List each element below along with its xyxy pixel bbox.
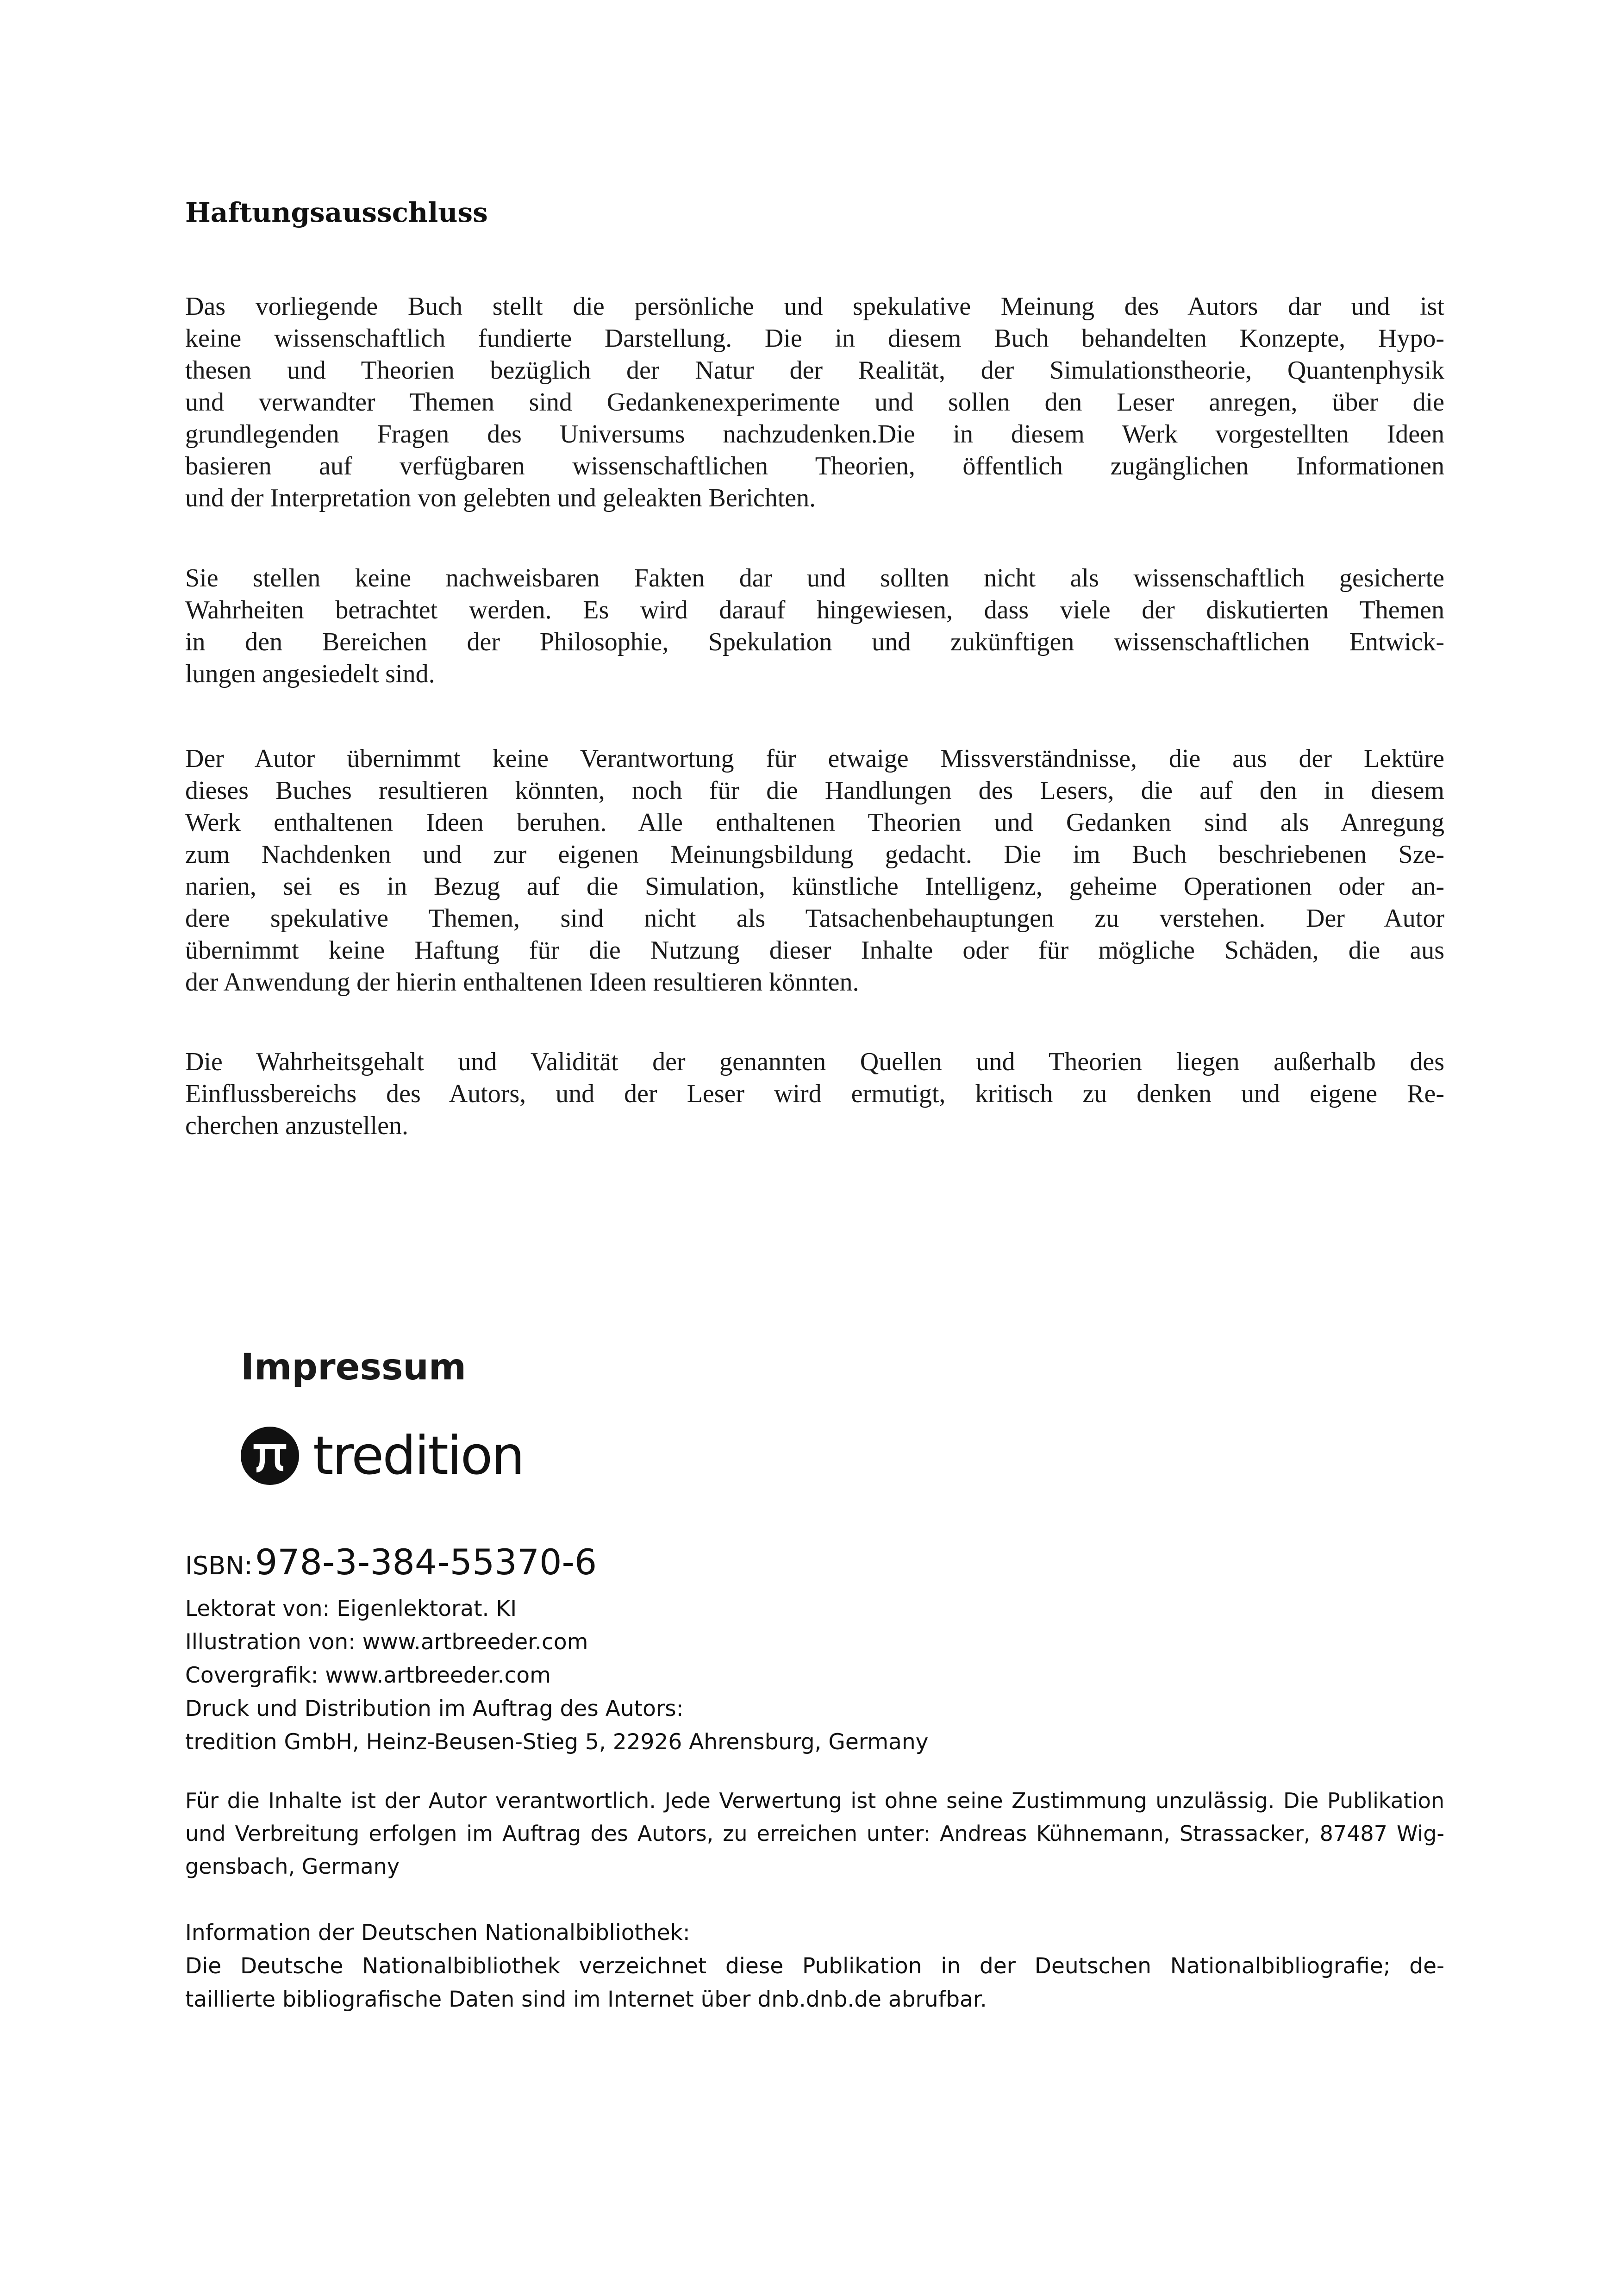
tredition-logo-icon [241,1427,299,1485]
text-line: Werk enthaltenen Ideen beruhen. Alle enthaltenen Theorien und Gedanken sind als Anregung [185,808,1444,837]
credit-line: Druck und Distribution im Auftrag des Autors: [185,1696,684,1721]
isbn [185,1541,597,1583]
publisher-logo [241,1423,524,1488]
publisher-logo-text: tredition [313,1425,524,1486]
isbn-label: ISBN: [185,1551,253,1580]
impressum-title: Impressum [241,1347,467,1388]
text-line: lungen angesiedelt sind. [185,660,435,688]
disclaimer-paragraph-1 [185,291,1444,514]
text-line: Der Autor übernimmt keine Verantwortung für etwaige Missverständnisse, die aus der Lektüre [185,744,1444,773]
text-line: zum Nachdenken und zur eigenen Meinungsbildung gedacht. Die im Buch beschriebenen Sze- [185,840,1444,869]
text-line: Für die Inhalte ist der Autor verantwortlich. Jede Verwertung ist ohne seine Zustimmung unzulässig. Die Publikation [185,1788,1444,1813]
disclaimer-paragraph-3 [185,743,1444,998]
dnb-notice [185,1916,1444,2016]
text-line: grundlegenden Fragen des Universums nachzudenken.Die in diesem Werk vorgestellten Ideen [185,420,1444,449]
text-line: gensbach, Germany [185,1854,400,1879]
disclaimer-paragraph-2 [185,562,1444,690]
legal-notice [185,1784,1444,1883]
credit-line: Covergrafik: www.artbreeder.com [185,1663,551,1688]
text-line: narien, sei es in Bezug auf die Simulation, künstliche Intelligenz, geheime Operationen oder an- [185,872,1444,901]
text-line: Wahrheiten betrachtet werden. Es wird darauf hingewiesen, dass viele der diskutierten Themen [185,596,1444,624]
text-line: dere spekulative Themen, sind nicht als Tatsachenbehauptungen zu verstehen. Der Autor [185,904,1444,933]
text-line: basieren auf verfügbaren wissenschaftlichen Theorien, öffentlich zugänglichen Informationen [185,452,1444,480]
text-line: keine wissenschaftlich fundierte Darstellung. Die in diesem Buch behandelten Konzepte, Hypo- [185,324,1444,353]
text-line: taillierte bibliografische Daten sind im Internet über dnb.dnb.de abrufbar. [185,1987,987,2012]
text-line: und verwandter Themen sind Gedankenexperimente und sollen den Leser anregen, über die [185,388,1444,417]
text-line: Sie stellen keine nachweisbaren Fakten dar und sollten nicht als wissenschaftlich gesicherte [185,564,1444,592]
text-line: Die Wahrheitsgehalt und Validität der genannten Quellen und Theorien liegen außerhalb des [185,1048,1444,1076]
disclaimer-heading: Haftungsausschluss [185,197,488,228]
isbn-value: 978-3-384-55370-6 [255,1541,597,1583]
credits-block [185,1592,928,1759]
disclaimer-paragraph-4 [185,1046,1444,1142]
text-line: Die Deutsche Nationalbibliothek verzeichnet diese Publikation in der Deutschen Nationalbibliografie; de- [185,1953,1444,1979]
text-line: cherchen anzustellen. [185,1111,408,1140]
text-line: übernimmt keine Haftung für die Nutzung dieser Inhalte oder für mögliche Schäden, die aus [185,936,1444,965]
credit-line: Lektorat von: Eigenlektorat. KI [185,1596,517,1621]
text-line: Einflussbereichs des Autors, und der Leser wird ermutigt, kritisch zu denken und eigene Re- [185,1079,1444,1108]
text-line: Das vorliegende Buch stellt die persönliche und spekulative Meinung des Autors dar und ist [185,292,1444,321]
text-line: der Anwendung der hierin enthaltenen Ideen resultieren könnten. [185,968,859,997]
text-line: Information der Deutschen Nationalbibliothek: [185,1920,690,1946]
credit-line: Illustration von: www.artbreeder.com [185,1629,588,1655]
text-line: thesen und Theorien bezüglich der Natur der Realität, der Simulationstheorie, Quantenphysik [185,356,1444,385]
text-line: und der Interpretation von gelebten und geleakten Berichten. [185,484,816,512]
text-line: dieses Buches resultieren könnten, noch für die Handlungen des Lesers, die auf den in diesem [185,776,1444,805]
text-line: und Verbreitung erfolgen im Auftrag des Autors, zu erreichen unter: Andreas Kühnemann, Strassacker, 87487 Wig- [185,1821,1444,1846]
text-line: in den Bereichen der Philosophie, Spekulation und zukünftigen wissenschaftlichen Entwick- [185,628,1444,656]
credit-line: tredition GmbH, Heinz-Beusen-Stieg 5, 22926 Ahrensburg, Germany [185,1729,929,1755]
